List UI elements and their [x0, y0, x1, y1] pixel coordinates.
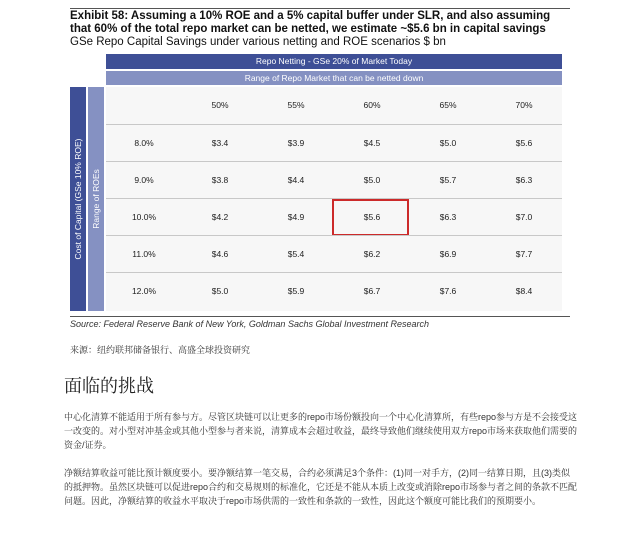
row-label: 9.0% — [134, 175, 154, 185]
table-cell: $3.8 — [211, 175, 229, 185]
table-cell-highlighted: $5.6 — [363, 212, 381, 222]
table-cell: $5.4 — [287, 249, 305, 259]
table-cell: $4.9 — [287, 212, 305, 222]
table-row — [106, 198, 562, 235]
highlight-box — [332, 199, 409, 236]
row-label: 10.0% — [131, 212, 157, 222]
table-cell: $6.3 — [439, 212, 457, 222]
table-cell: $6.7 — [363, 286, 381, 296]
column-header: 55% — [287, 100, 305, 110]
table-cell: $5.0 — [211, 286, 229, 296]
column-header: 50% — [211, 100, 229, 110]
table-row — [106, 272, 562, 309]
row-axis-inner-label: Range of ROEs — [91, 169, 101, 229]
table-cell: $4.5 — [363, 138, 381, 148]
table-cell: $3.4 — [211, 138, 229, 148]
paragraph: 中心化清算不能适用于所有参与方。尽管区块链可以让更多的repo市场份额投向一个中心化清算所，有些repo参与方是不会接受这一改变的。对小型对冲基金或其他小型参与者来说，清算成本会超过收益，最终导致他们继续使用双方repo市场来获取他们需要的资金/证券。 — [64, 412, 578, 450]
table-cell: $6.2 — [363, 249, 381, 259]
row-axis-outer — [70, 87, 86, 311]
exhibit-subtitle: GSe Repo Capital Savings under various netting and ROE scenarios $ bn — [70, 36, 446, 48]
table-header-top: Repo Netting - GSe 20% of Market Today — [106, 54, 562, 69]
exhibit-header — [70, 10, 570, 49]
table-cell: $5.7 — [439, 175, 457, 185]
table-cell: $7.7 — [515, 249, 533, 259]
row-axis-inner — [88, 87, 104, 311]
column-header: 60% — [363, 100, 381, 110]
capital-savings-table — [70, 54, 562, 311]
table-cell: $8.4 — [515, 286, 533, 296]
table-cell: $3.9 — [287, 138, 305, 148]
row-label: 12.0% — [131, 286, 157, 296]
table-cell: $5.0 — [363, 175, 381, 185]
table-grid — [106, 87, 562, 311]
exhibit-title-line2: that 60% of the total repo market can be netted, we estimate ~$5.6 bn in capital savings — [70, 23, 546, 35]
table-cell: $4.4 — [287, 175, 305, 185]
row-axis-outer-label: Cost of Capital (GSe 10% ROE) — [73, 138, 83, 260]
table-row — [106, 235, 562, 272]
column-header: 70% — [515, 100, 533, 110]
table-row — [106, 161, 562, 198]
source-note: Source: Federal Reserve Bank of New York, Goldman Sachs Global Investment Research — [70, 316, 570, 329]
table-cell: $6.3 — [515, 175, 533, 185]
section-heading: 面临的挑战 — [64, 376, 154, 396]
source-note-cn: 来源：纽约联邦储备银行、高盛全球投资研究 — [70, 345, 251, 355]
table-cell: $7.6 — [439, 286, 457, 296]
table-cell: $5.0 — [439, 138, 457, 148]
row-label: 8.0% — [134, 138, 154, 148]
table-header-sub: Range of Repo Market that can be netted down — [106, 71, 562, 85]
table-cell: $4.2 — [211, 212, 229, 222]
table-cell: $4.6 — [211, 249, 229, 259]
column-header-row — [106, 87, 562, 124]
table-row — [106, 124, 562, 161]
paragraph: 净额结算收益可能比预计额度要小。要净额结算一笔交易，合约必须满足3个条件：(1)同一对手方，(2)同一结算日期，且(3)类似的抵押物。虽然区块链可以促进repo合约和交易规则的标准化，它还是不能从本质上改变或消除repo市场参与者之间的条款不匹配问题。因此，净额结算的收益水平取决于repo市场供需的一致性和条款的一致性，因此这个额度可能比我们的预期要小。 — [64, 468, 578, 506]
row-label: 11.0% — [132, 249, 156, 259]
column-header: 65% — [439, 100, 457, 110]
table-cell: $6.9 — [439, 249, 457, 259]
exhibit-title-line1: Exhibit 58: Assuming a 10% ROE and a 5% capital buffer under SLR, and also assuming — [70, 10, 551, 22]
table-cell: $7.0 — [515, 212, 533, 222]
table-cell: $5.6 — [515, 138, 533, 148]
table-cell: $5.9 — [287, 286, 305, 296]
top-rule — [70, 8, 570, 9]
